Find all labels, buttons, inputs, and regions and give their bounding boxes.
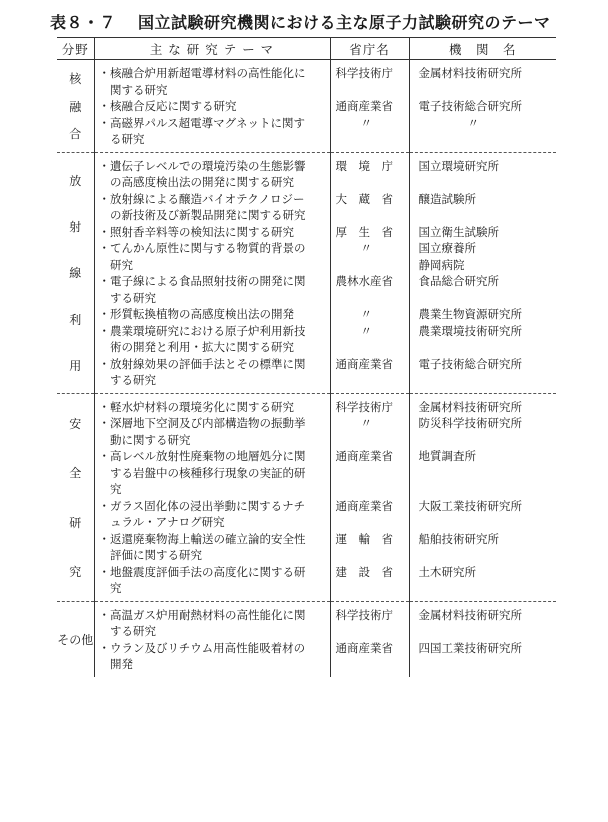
theme-item — [95, 564, 330, 597]
ministry-name — [331, 465, 409, 482]
institute-name: 船舶技術研究所 — [418, 531, 499, 546]
theme-line: ・放射線による醸造バイオテクノロジー — [98, 191, 305, 206]
ministry-name: 農林水産省 — [335, 274, 393, 288]
theme-item — [95, 415, 330, 448]
field-label — [57, 607, 94, 673]
theme-line: する岩盤中の核種移行現象の実証的研 — [98, 465, 306, 480]
group-3 — [57, 601, 556, 677]
ministry-item — [331, 191, 409, 224]
ministry-cell — [330, 393, 409, 601]
header-institute: 機 関 名 — [409, 38, 556, 60]
institute-name: 国立環境研究所 — [418, 158, 499, 173]
field-char: 核 — [69, 72, 82, 87]
institute-name: 金属材料技術研究所 — [418, 399, 522, 414]
header-ministry: 省庁名 — [330, 38, 409, 60]
table-row — [57, 393, 556, 601]
theme-line: する研究 — [98, 624, 156, 638]
header-row — [57, 38, 556, 60]
ministry-name — [331, 623, 409, 640]
institute-name: 静岡病院 — [418, 257, 465, 272]
ministry-name — [331, 481, 409, 498]
theme-cell — [94, 601, 330, 677]
field-char: 放 — [69, 174, 82, 189]
group-2 — [57, 393, 556, 601]
institute-name: 四国工業技術研究所 — [418, 640, 522, 655]
institute-name — [410, 174, 557, 191]
theme-line: 研究 — [98, 257, 133, 272]
ministry-item — [331, 448, 409, 498]
theme-line: の高感度検出法の開発に関する研究 — [98, 175, 294, 189]
institute-item — [410, 224, 557, 241]
institute-name — [410, 207, 557, 224]
ministry-name — [331, 432, 409, 449]
ministry-name: 〃 — [360, 307, 372, 321]
institute-name: 国立療養所 — [418, 241, 476, 255]
institute-name — [410, 82, 557, 99]
institute-item — [410, 640, 557, 673]
institute-name — [410, 131, 557, 148]
theme-line: ・放射線効果の評価手法とその標準に関 — [98, 356, 306, 371]
field-char: 利 — [69, 312, 82, 327]
research-themes-table — [57, 37, 556, 677]
theme-cell — [94, 60, 330, 153]
theme-cell — [94, 393, 330, 601]
ministry-name — [331, 257, 409, 274]
institute-item — [410, 273, 557, 306]
table-row — [57, 60, 556, 153]
theme-item — [95, 65, 330, 98]
institute-item — [410, 415, 557, 448]
institute-name — [410, 623, 557, 640]
institute-name: 金属材料技術研究所 — [418, 607, 522, 622]
theme-item — [95, 498, 330, 531]
field-cell — [57, 393, 94, 601]
institute-item — [410, 240, 557, 273]
ministry-name: 〃 — [360, 323, 372, 338]
field-label — [57, 65, 94, 148]
ministry-name: 建 設 省 — [335, 564, 393, 579]
field-char: 用 — [69, 358, 82, 373]
theme-line: ・照射香辛料等の検知法に関する研究 — [98, 224, 294, 239]
institute-item — [410, 98, 557, 115]
ministry-item — [331, 306, 409, 323]
institute-item — [410, 607, 557, 640]
institute-item — [410, 356, 557, 389]
institute-name: 食品総合研究所 — [418, 274, 499, 288]
ministry-item — [331, 158, 409, 191]
ministry-cell — [330, 601, 409, 677]
institute-item — [410, 191, 557, 224]
field-char: その他 — [57, 632, 94, 647]
ministry-name — [331, 580, 409, 597]
ministry-name: 環 境 庁 — [335, 158, 393, 173]
institute-name: 防災科学技術研究所 — [418, 416, 522, 430]
theme-item — [95, 240, 330, 273]
field-char: 安 — [69, 416, 82, 431]
theme-line: 動に関する研究 — [98, 432, 191, 447]
theme-line: ・高磁界パルス超電導マグネットに関す — [98, 115, 306, 130]
institute-cell — [409, 601, 556, 677]
ministry-name: 通商産業省 — [335, 99, 393, 113]
theme-item — [95, 531, 330, 564]
institute-name — [410, 514, 557, 531]
ministry-name — [331, 207, 409, 224]
table-caption: 国立試験研究機関における主な原子力試験研究のテーマ — [138, 13, 551, 32]
institute-name — [410, 465, 557, 482]
ministry-item — [331, 240, 409, 273]
institute-item — [410, 564, 557, 597]
ministry-name: 通商産業省 — [335, 640, 393, 655]
ministry-name: 通商産業省 — [335, 356, 393, 371]
ministry-item — [331, 224, 409, 241]
field-char: 射 — [69, 220, 82, 235]
institute-name — [410, 432, 557, 449]
institute-item — [410, 306, 557, 323]
ministry-item — [331, 498, 409, 531]
ministry-name: 通商産業省 — [335, 498, 393, 513]
theme-line: ・ガラス固化体の浸出挙動に関するナチ — [98, 498, 306, 513]
theme-item — [95, 323, 330, 356]
ministry-item — [331, 399, 409, 416]
ministry-name — [331, 372, 409, 389]
theme-line: の新技術及び新製品開発に関する研究 — [98, 208, 306, 222]
theme-item — [95, 448, 330, 498]
ministry-name — [331, 131, 409, 148]
field-char: 全 — [69, 466, 82, 481]
group-0 — [57, 60, 556, 153]
table-title — [50, 10, 551, 33]
theme-item — [95, 399, 330, 416]
field-label — [57, 399, 94, 597]
ministry-name: 運 輸 省 — [335, 531, 393, 546]
theme-line: ュラル・アナログ研究 — [98, 515, 225, 529]
institute-name: 金属材料技術研究所 — [418, 66, 522, 80]
theme-line: 評価に関する研究 — [98, 548, 202, 562]
table-row — [57, 152, 556, 393]
ministry-cell — [330, 152, 409, 393]
institute-name: 農業生物資源研究所 — [418, 307, 522, 321]
field-char: 融 — [69, 99, 82, 114]
ministry-name — [331, 547, 409, 564]
theme-line: る研究 — [98, 132, 145, 146]
institute-name: 大阪工業技術研究所 — [418, 498, 522, 513]
ministry-item — [331, 531, 409, 564]
ministry-name: 〃 — [360, 115, 372, 130]
ministry-name — [331, 514, 409, 531]
ministry-name: 通商産業省 — [335, 449, 393, 463]
ministry-item — [331, 564, 409, 597]
institute-name: 〃 — [467, 115, 479, 130]
institute-name: 醸造試験所 — [418, 191, 476, 206]
theme-line: 究 — [98, 482, 122, 496]
theme-line: 術の開発と利用・拡大に関する研究 — [98, 340, 294, 354]
theme-item — [95, 224, 330, 241]
institute-name: 電子技術総合研究所 — [418, 356, 522, 371]
ministry-item — [331, 65, 409, 98]
table-number: 表８・７ — [50, 13, 117, 32]
institute-name: 地質調査所 — [418, 449, 476, 463]
ministry-name: 科学技術庁 — [335, 66, 393, 80]
ministry-item — [331, 98, 409, 115]
institute-item — [410, 323, 557, 356]
field-char: 線 — [69, 266, 82, 281]
ministry-name — [331, 82, 409, 99]
ministry-name: 科学技術庁 — [335, 399, 393, 414]
theme-line: ・高レベル放射性廃棄物の地層処分に関 — [98, 449, 306, 463]
theme-line: ・返還廃棄物海上輸送の確立論的安全性 — [98, 531, 306, 546]
theme-line: ・ウラン及びリチウム用高性能吸着材の — [98, 640, 306, 655]
theme-line: ・軽水炉材料の環境劣化に関する研究 — [98, 399, 294, 414]
ministry-item — [331, 415, 409, 448]
theme-line: ・てんかん原性に関与する物質的背景の — [98, 241, 306, 255]
header-field: 分野 — [57, 38, 94, 60]
theme-line: ・電子線による食品照射技術の開発に関 — [98, 274, 306, 288]
ministry-name — [331, 656, 409, 673]
ministry-name — [331, 290, 409, 307]
field-cell — [57, 152, 94, 393]
institute-cell — [409, 152, 556, 393]
institute-item — [410, 498, 557, 531]
institute-item — [410, 531, 557, 564]
theme-line: ・遺伝子レベルでの環境汚染の生態影響 — [98, 158, 306, 173]
field-char: 研 — [69, 515, 82, 530]
institute-name: 農業環境技術研究所 — [418, 323, 522, 338]
theme-item — [95, 191, 330, 224]
ministry-item — [331, 323, 409, 356]
institute-name — [410, 580, 557, 597]
theme-line: ・核融合炉用新超電導材料の高性能化に — [98, 66, 306, 80]
institute-name — [410, 290, 557, 307]
theme-item — [95, 158, 330, 191]
ministry-name: 科学技術庁 — [335, 607, 393, 622]
ministry-name: 厚 生 省 — [335, 224, 393, 239]
institute-name: 国立衛生試験所 — [418, 224, 499, 239]
field-label — [57, 158, 94, 389]
institute-cell — [409, 60, 556, 153]
ministry-item — [331, 115, 409, 148]
institute-name — [410, 547, 557, 564]
institute-name — [410, 339, 557, 356]
institute-cell — [409, 393, 556, 601]
institute-name — [410, 481, 557, 498]
institute-name — [410, 656, 557, 673]
theme-item — [95, 356, 330, 389]
ministry-cell — [330, 60, 409, 153]
institute-name — [410, 372, 557, 389]
theme-line: ・地盤震度評価手法の高度化に関する研 — [98, 564, 306, 579]
field-char: 合 — [69, 127, 82, 142]
theme-line: ・農業環境研究における原子炉利用新技 — [98, 323, 306, 338]
theme-item — [95, 607, 330, 640]
institute-item — [410, 158, 557, 191]
theme-item — [95, 273, 330, 306]
theme-line: 究 — [98, 581, 122, 595]
institute-name: 電子技術総合研究所 — [418, 99, 522, 113]
ministry-name: 〃 — [360, 241, 372, 255]
theme-line: ・核融合反応に関する研究 — [98, 99, 237, 113]
field-cell — [57, 60, 94, 153]
institute-item — [410, 115, 557, 148]
theme-item — [95, 115, 330, 148]
header-theme: 主 な 研 究 テ ー マ — [94, 38, 330, 60]
theme-line: 関する研究 — [98, 82, 168, 97]
theme-item — [95, 640, 330, 673]
theme-item — [95, 306, 330, 323]
theme-line: ・形質転換植物の高感度検出法の開発 — [98, 307, 294, 321]
ministry-item — [331, 640, 409, 673]
field-char: 究 — [69, 565, 82, 580]
ministry-item — [331, 356, 409, 389]
institute-item — [410, 399, 557, 416]
institute-item — [410, 65, 557, 98]
field-cell — [57, 601, 94, 677]
theme-line: 開発 — [98, 657, 133, 671]
ministry-item — [331, 273, 409, 306]
ministry-item — [331, 607, 409, 640]
ministry-name: 〃 — [360, 416, 372, 430]
ministry-name — [331, 339, 409, 356]
group-1 — [57, 152, 556, 393]
ministry-name — [331, 174, 409, 191]
theme-line: ・深層地下空洞及び内部構造物の振動挙 — [98, 416, 306, 430]
theme-cell — [94, 152, 330, 393]
institute-item — [410, 448, 557, 498]
institute-name: 土木研究所 — [418, 564, 476, 579]
table-row — [57, 601, 556, 677]
theme-line: する研究 — [98, 290, 156, 305]
theme-line: ・高温ガス炉用耐熱材料の高性能化に関 — [98, 607, 306, 622]
theme-line: する研究 — [98, 373, 156, 387]
theme-item — [95, 98, 330, 115]
ministry-name: 大 蔵 省 — [335, 191, 393, 206]
